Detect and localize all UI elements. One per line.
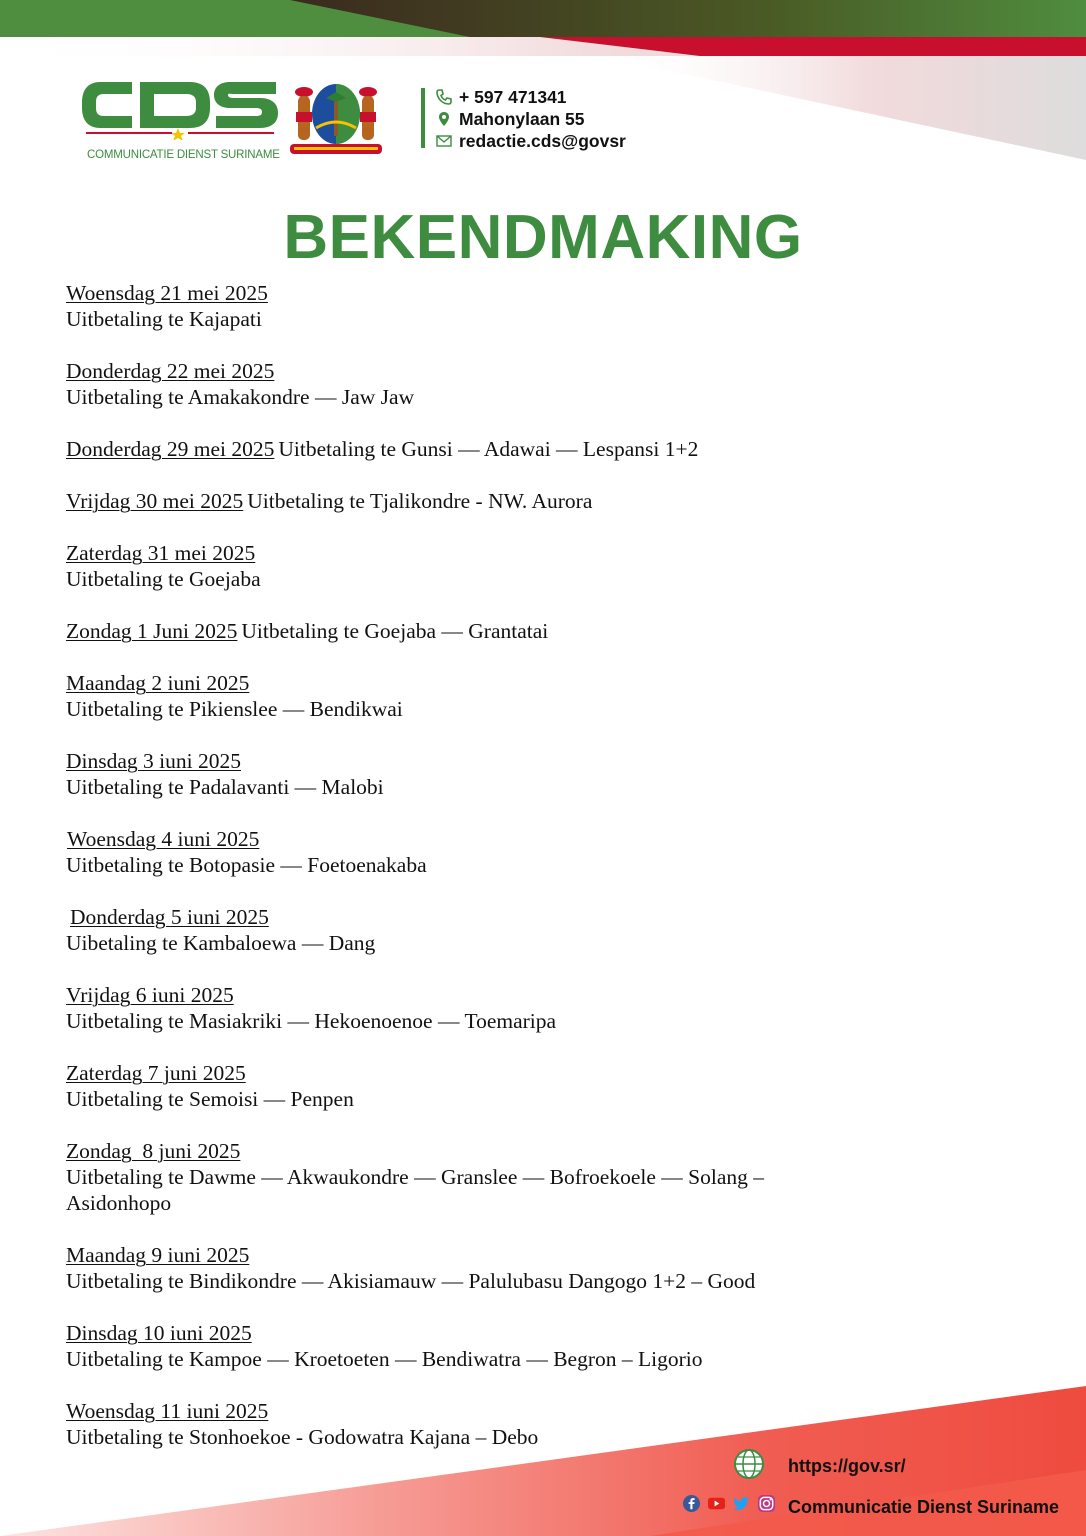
entry-text: Uitbetaling te Kajapati xyxy=(66,307,262,331)
twitter-icon[interactable] xyxy=(732,1494,751,1513)
contact-phone-row xyxy=(436,86,626,108)
entry-text: Uitbetaling te Bindikondre — Akisiamauw — Palulubasu Dangogo 1+2 – Good xyxy=(66,1269,756,1293)
contact-info xyxy=(436,86,626,152)
entry-text: Uitbetaling te Gunsi — Adawai — Lespansi 1+2 xyxy=(278,437,699,461)
entry-date: Donderdag 29 mei 2025 xyxy=(66,437,275,461)
entry-text: Uitbetaling te Dawme — Akwaukondre — Granslee — Bofroekoele — Solang – Asidonhopo xyxy=(66,1165,764,1215)
schedule-entry xyxy=(66,1138,866,1216)
schedule-entry xyxy=(66,540,866,592)
cds-logo-mark xyxy=(80,76,280,140)
entry-date: Woensdag 21 mei 2025 xyxy=(66,281,268,305)
entry-date: Zondag 1 Juni 2025 xyxy=(66,619,238,643)
entry-text: Uitbetaling te Stonhoekoe - Godowatra Kajana – Debo xyxy=(66,1425,539,1449)
entry-text: Uitbetaling te Semoisi — Penpen xyxy=(66,1087,354,1111)
schedule-entry xyxy=(66,748,866,800)
coat-of-arms-icon xyxy=(284,72,388,162)
contact-divider xyxy=(421,88,425,148)
cds-logo xyxy=(80,76,280,168)
entry-date: Dinsdag 3 iuni 2025 xyxy=(66,749,241,773)
entry-text: Uitbetaling te Amakakondre — Jaw Jaw xyxy=(66,385,415,409)
website-link[interactable]: https://gov.sr/ xyxy=(788,1456,906,1476)
entry-date: Dinsdag 10 iuni 2025 xyxy=(66,1321,252,1345)
entry-date: Zaterdag 7 juni 2025 xyxy=(66,1061,246,1085)
entry-text: Uitbetaling te Kampoe — Kroetoeten — Bendiwatra — Begron – Ligorio xyxy=(66,1347,703,1371)
mail-icon xyxy=(436,133,452,149)
schedule-entry xyxy=(66,670,866,722)
entry-text: Uitbetaling te Goejaba xyxy=(66,567,261,591)
entry-text: Uibetaling te Kambaloewa — Dang xyxy=(66,931,376,955)
schedule-entry xyxy=(66,436,866,462)
schedule-entry xyxy=(66,1060,866,1112)
entry-date: Woensdag 11 iuni 2025 xyxy=(66,1399,269,1423)
contact-email-row xyxy=(436,130,626,152)
schedule-entry xyxy=(66,982,866,1034)
phone-icon xyxy=(436,89,452,105)
entry-text: Uitbetaling te Pikienslee — Bendikwai xyxy=(66,697,403,721)
entry-text: Uitbetaling te Padalavanti — Malobi xyxy=(66,775,384,799)
entry-date: Woensdag 4 iuni 2025 xyxy=(67,827,260,851)
entry-text: Uitbetaling te Botopasie — Foetoenakaba xyxy=(66,853,427,877)
instagram-icon[interactable] xyxy=(757,1494,776,1513)
entry-date: Vrijdag 30 mei 2025 xyxy=(66,489,244,513)
contact-address: Mahonylaan 55 xyxy=(459,108,585,129)
schedule-entry xyxy=(66,1320,866,1372)
entry-date: Maandag 2 iuni 2025 xyxy=(66,671,250,695)
contact-address-row xyxy=(436,108,626,130)
schedule-entry xyxy=(66,358,866,410)
schedule-entry xyxy=(66,280,866,332)
entry-date: Donderdag 5 iuni 2025 xyxy=(70,905,269,929)
youtube-icon[interactable] xyxy=(707,1494,726,1513)
entry-date: Zondag 8 juni 2025 xyxy=(66,1139,241,1163)
contact-phone: + 597 471341 xyxy=(459,86,567,107)
logo-subtitle: COMMUNICATIE DIENST SURINAME xyxy=(87,149,280,161)
entry-date: Zaterdag 31 mei 2025 xyxy=(66,541,256,565)
location-pin-icon xyxy=(436,111,452,127)
payment-schedule xyxy=(66,280,866,1476)
schedule-entry xyxy=(66,904,866,956)
entry-text: Uitbetaling te Masiakriki — Hekoenoenoe — Toemaripa xyxy=(66,1009,557,1033)
contact-email: redactie.cds@govsr xyxy=(459,130,626,151)
entry-date: Donderdag 22 mei 2025 xyxy=(66,359,275,383)
entry-date: Vrijdag 6 iuni 2025 xyxy=(66,983,234,1007)
schedule-entry xyxy=(66,826,866,878)
facebook-icon[interactable] xyxy=(682,1494,701,1513)
schedule-entry xyxy=(66,1242,866,1294)
entry-text: Uitbetaling te Goejaba — Grantatai xyxy=(241,619,549,643)
globe-icon xyxy=(733,1448,765,1480)
entry-text: Uitbetaling te Tjalikondre - NW. Aurora xyxy=(247,489,593,513)
footer-organization: Communicatie Dienst Suriname xyxy=(788,1497,1060,1517)
page-title: BEKENDMAKING xyxy=(283,203,803,272)
social-icons xyxy=(682,1494,782,1513)
entry-date: Maandag 9 iuni 2025 xyxy=(66,1243,250,1267)
schedule-entry xyxy=(66,488,866,514)
schedule-entry xyxy=(66,618,866,644)
